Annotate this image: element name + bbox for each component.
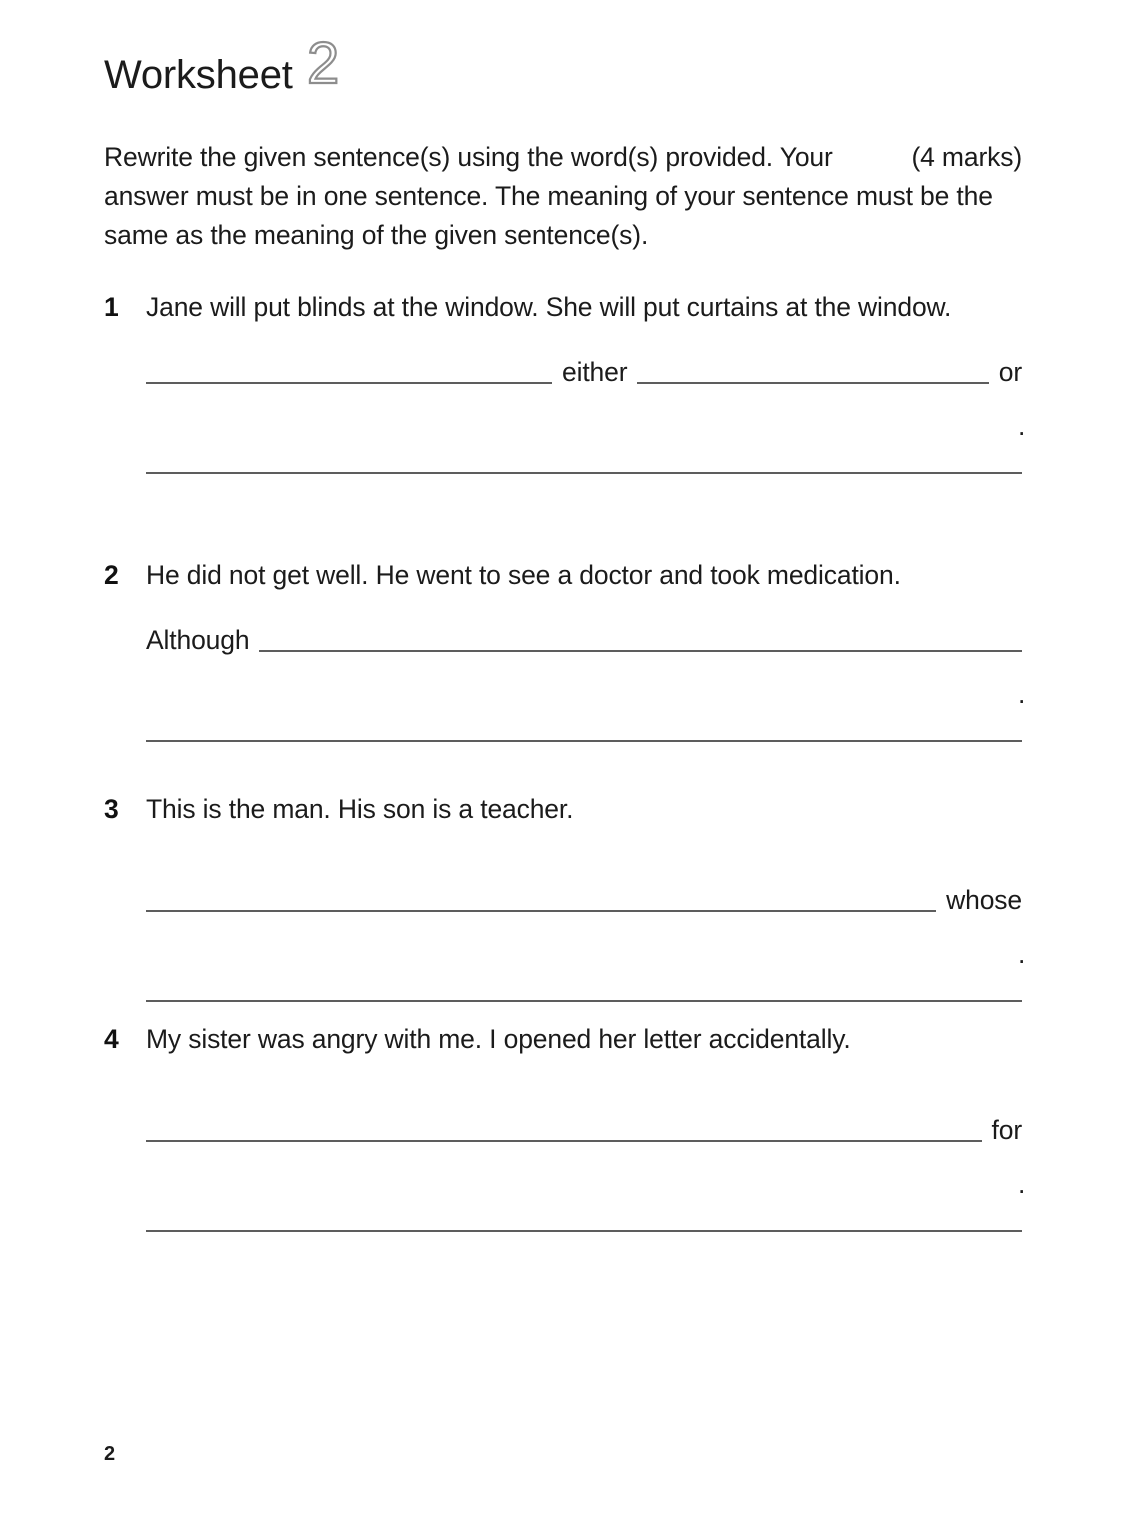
- question-1-header: [104, 288, 1022, 326]
- question-3-answer-line-1[interactable]: [146, 882, 1022, 918]
- worksheet-number-outline: [307, 37, 347, 91]
- instructions-paragraph: [104, 138, 1022, 255]
- spacer: [146, 918, 1022, 972]
- spacer: [146, 1058, 1022, 1112]
- question-2-answer-line-2[interactable]: .: [146, 712, 1022, 748]
- page-title: [104, 34, 347, 95]
- question-4-header: [104, 1020, 1022, 1058]
- spacer: [146, 390, 1022, 444]
- question-3: [104, 790, 1026, 1008]
- answer-rule[interactable]: [146, 1230, 1022, 1232]
- question-4: [104, 1020, 1026, 1238]
- cue-word-for: for: [991, 1115, 1022, 1145]
- question-4-answer-line-2[interactable]: .: [146, 1202, 1022, 1238]
- answer-rule[interactable]: [259, 650, 1022, 652]
- answer-rule[interactable]: [146, 382, 552, 384]
- question-1-answer-line-2[interactable]: .: [146, 444, 1022, 480]
- spacer: [146, 1148, 1022, 1202]
- question-3-header: [104, 790, 1022, 828]
- question-1-prompt: Jane will put blinds at the window. She will put curtains at the window.: [146, 292, 952, 322]
- question-4-number: 4: [104, 1024, 119, 1054]
- marks-label: (4 marks): [911, 142, 1022, 172]
- instructions-text: Rewrite the given sentence(s) using the word(s) provided. Your answer must be in one sentence. The meaning of your sentence must be the same as the meaning of the given sentence(s).: [104, 142, 993, 250]
- question-2: [104, 556, 1026, 748]
- question-2-header: [104, 556, 1022, 594]
- page-title-text: Worksheet: [104, 53, 293, 97]
- answer-rule[interactable]: [146, 1000, 1022, 1002]
- question-2-number: 2: [104, 560, 119, 590]
- question-3-prompt: This is the man. His son is a teacher.: [146, 794, 574, 824]
- cue-word-either: either: [562, 357, 628, 387]
- question-1-answer-line-1[interactable]: [146, 354, 1022, 390]
- question-1: [104, 288, 1026, 480]
- answer-rule[interactable]: [637, 382, 988, 384]
- cue-word-although: Although: [146, 625, 250, 655]
- question-1-number: 1: [104, 292, 119, 322]
- answer-rule[interactable]: [146, 740, 1022, 742]
- question-4-answer-area: [146, 1058, 1026, 1238]
- question-2-prompt: He did not get well. He went to see a doctor and took medication.: [146, 560, 901, 590]
- answer-rule[interactable]: [146, 472, 1022, 474]
- spacer: [146, 658, 1022, 712]
- question-3-answer-line-2[interactable]: .: [146, 972, 1022, 1008]
- question-4-answer-line-1[interactable]: [146, 1112, 1022, 1148]
- question-2-answer-line-1[interactable]: [146, 622, 1022, 658]
- cue-word-or: or: [998, 357, 1022, 387]
- question-1-answer-area: [146, 326, 1026, 480]
- worksheet-number-glyph: 2: [306, 37, 339, 91]
- spacer: [146, 326, 1022, 354]
- question-4-prompt: My sister was angry with me. I opened her letter accidentally.: [146, 1024, 851, 1054]
- spacer: [146, 594, 1022, 622]
- answer-rule[interactable]: [146, 910, 936, 912]
- question-3-answer-area: [146, 828, 1026, 1008]
- spacer: [146, 828, 1022, 882]
- cue-word-whose: whose: [946, 885, 1022, 915]
- question-3-number: 3: [104, 794, 119, 824]
- answer-rule[interactable]: [146, 1140, 982, 1142]
- question-2-answer-area: [146, 594, 1026, 748]
- page-number: 2: [104, 1443, 116, 1465]
